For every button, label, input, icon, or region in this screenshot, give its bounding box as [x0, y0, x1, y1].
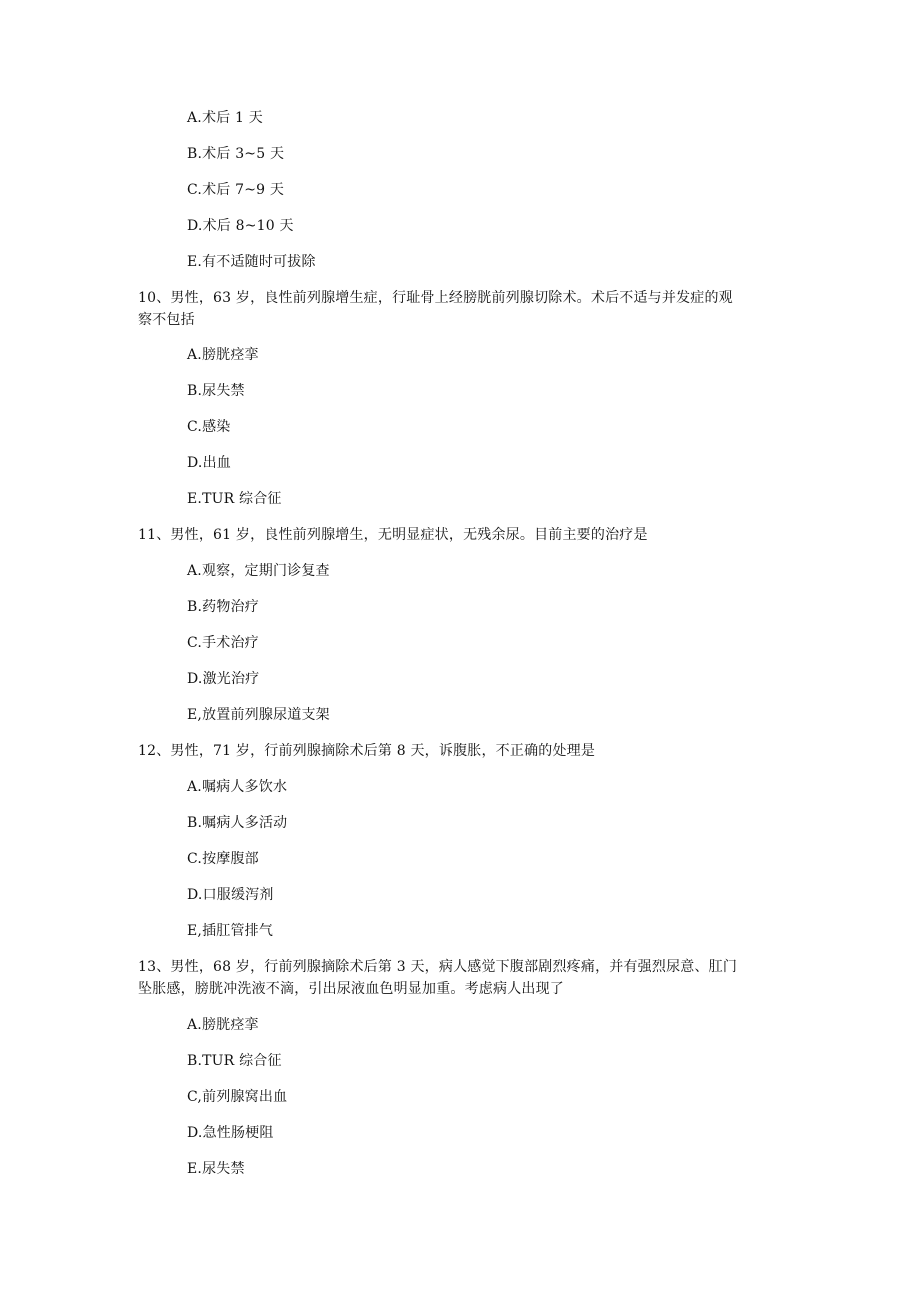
q13-option-d: D.急性肠梗阻: [187, 1125, 274, 1141]
q10-option-d: D.出血: [187, 455, 231, 471]
q9-option-b: B.术后 3~5 天: [187, 146, 285, 162]
q11-option-e: E,放置前列腺尿道支架: [187, 707, 330, 723]
q11-option-d: D.激光治疗: [187, 671, 260, 687]
q9-option-d: D.术后 8~10 天: [187, 218, 294, 234]
q12-option-a: A.嘱病人多饮水: [187, 779, 288, 795]
q13-option-b: B.TUR 综合征: [187, 1053, 282, 1069]
q12-option-e: E,插肛管排气: [187, 923, 274, 939]
q10-stem-line1: 10、男性，63 岁，良性前列腺增生症，行耻骨上经膀胱前列腺切除术。术后不适与并发症的观: [138, 290, 733, 306]
q13-option-a: A.膀胱痉挛: [187, 1017, 259, 1033]
q11-option-b: B.药物治疗: [187, 599, 259, 615]
q9-option-c: C.术后 7~9 天: [187, 182, 285, 198]
q9-option-a: A.术后 1 天: [187, 110, 263, 126]
q10-option-a: A.膀胱痉挛: [187, 347, 259, 363]
q10-option-b: B.尿失禁: [187, 383, 245, 399]
q11-option-a: A.观察，定期门诊复查: [187, 563, 330, 579]
q12-option-b: B.嘱病人多活动: [187, 815, 288, 831]
q13-option-c: C,前列腺窝出血: [187, 1089, 288, 1105]
q10-stem-line2: 察不包括: [138, 312, 195, 328]
q10-option-c: C.感染: [187, 419, 231, 435]
q12-option-c: C.按摩腹部: [187, 851, 259, 867]
q13-stem-line2: 坠胀感，膀胱冲洗液不滴，引出尿液血色明显加重。考虑病人出现了: [138, 981, 564, 997]
q11-stem-line1: 11、男性，61 岁，良性前列腺增生，无明显症状，无残余尿。目前主要的治疗是: [138, 527, 648, 543]
q13-stem-line1: 13、男性，68 岁，行前列腺摘除术后第 3 天，病人感觉下腹部剧烈疼痛，并有强烈尿意、肛门: [138, 959, 738, 975]
q10-option-e: E.TUR 综合征: [187, 491, 282, 507]
q12-option-d: D.口服缓泻剂: [187, 887, 274, 903]
q13-option-e: E.尿失禁: [187, 1161, 245, 1177]
q9-option-e: E.有不适随时可拔除: [187, 254, 316, 270]
q11-option-c: C.手术治疗: [187, 635, 259, 651]
q12-stem-line1: 12、男性，71 岁，行前列腺摘除术后第 8 天，诉腹胀，不正确的处理是: [138, 743, 596, 759]
